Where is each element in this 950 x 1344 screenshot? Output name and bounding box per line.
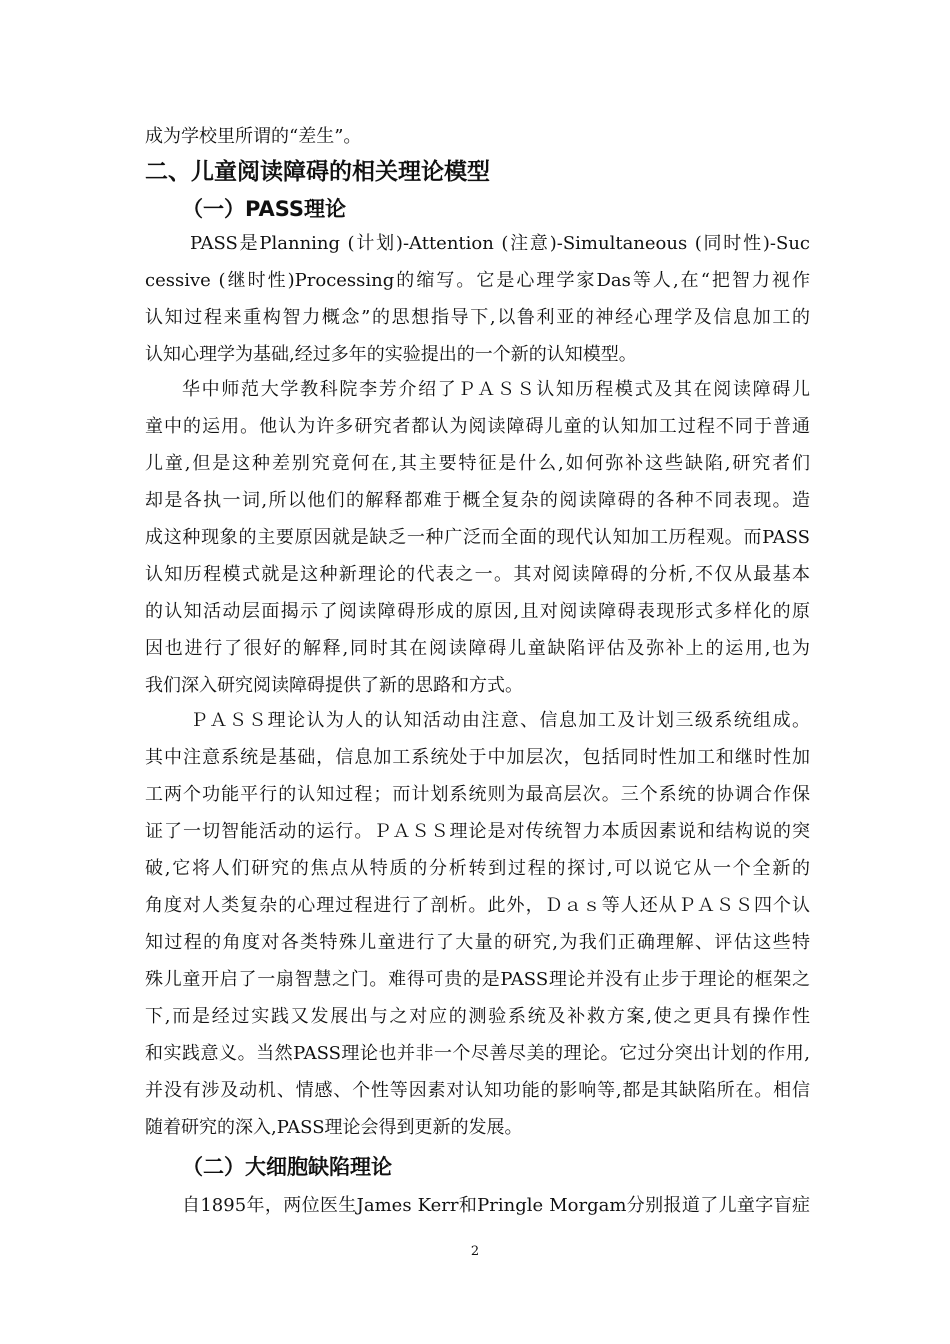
top-fragment: 成为学校里所谓的“差生”。 — [145, 126, 362, 147]
subsection-heading-magnocellular: （二）大细胞缺陷理论 — [182, 1155, 392, 1179]
paragraph-line: 工两个功能平行的认知过程；而计划系统则为最高层次。三个系统的协调合作保 — [145, 784, 810, 805]
paragraph-line: 却是各执一词,所以他们的解释都难于概全复杂的阅读障碍的各种不同表现。造 — [145, 490, 810, 511]
paragraph-line: 自1895年，两位医生James Kerr和Pringle Morgam分别报道了儿童字盲症 — [182, 1195, 810, 1216]
paragraph-line: 和实践意义。当然PASS理论也并非一个尽善尽美的理论。它过分突出计划的作用, — [145, 1043, 810, 1064]
subsection-heading-pass: （一）PASS理论 — [182, 197, 347, 221]
paragraph-line: 华中师范大学教科院李芳介绍了ＰＡＳＳ认知历程模式及其在阅读障碍儿 — [182, 379, 810, 400]
paragraph-line: 角度对人类复杂的心理过程进行了剖析。此外，Ｄａｓ等人还从ＰＡＳＳ四个认 — [145, 895, 810, 916]
paragraph-line: 儿童,但是这种差别究竟何在,其主要特征是什么,如何弥补这些缺陷,研究者们 — [145, 453, 810, 474]
paragraph-line: PASS是Planning (计划)-Attention (注意)-Simultaneous (同时性)-Suc — [190, 233, 810, 254]
paragraph-line: 殊儿童开启了一扇智慧之门。难得可贵的是PASS理论并没有止步于理论的框架之 — [145, 969, 810, 990]
paragraph-line: 下,而是经过实践又发展出与之对应的测验系统及补救方案,使之更具有操作性 — [145, 1006, 810, 1027]
paragraph-line: 其中注意系统是基础，信息加工系统处于中加层次，包括同时性加工和继时性加 — [145, 747, 810, 768]
paragraph-line: ＰＡＳＳ理论认为人的认知活动由注意、信息加工及计划三级系统组成。 — [190, 710, 810, 731]
paragraph-line: 随着研究的深入,PASS理论会得到更新的发展。 — [145, 1117, 523, 1138]
section-heading: 二、儿童阅读障碍的相关理论模型 — [145, 159, 490, 185]
paragraph-line: 因也进行了很好的解释,同时其在阅读障碍儿童缺陷评估及弥补上的运用,也为 — [145, 638, 810, 659]
paragraph-line: 我们深入研究阅读障碍提供了新的思路和方式。 — [145, 675, 523, 696]
paragraph-line: 成这种现象的主要原因就是缺乏一种广泛而全面的现代认知加工历程观。而PASS — [145, 527, 810, 548]
page-number: 2 — [470, 1244, 480, 1259]
paragraph-line: 童中的运用。他认为许多研究者都认为阅读障碍儿童的认知加工过程不同于普通 — [145, 416, 810, 437]
paragraph-line: 并没有涉及动机、情感、个性等因素对认知功能的影响等,都是其缺陷所在。相信 — [145, 1080, 810, 1101]
paragraph-line: 的认知活动层面揭示了阅读障碍形成的原因,且对阅读障碍表现形式多样化的原 — [145, 601, 810, 622]
paragraph-line: 破,它将人们研究的焦点从特质的分析转到过程的探讨,可以说它从一个全新的 — [145, 858, 810, 879]
paragraph-line: cessive (继时性)Processing的缩写。它是心理学家Das等人,在“把智力视作 — [145, 270, 810, 291]
paragraph-line: 认知心理学为基础,经过多年的实验提出的一个新的认知模型。 — [145, 344, 637, 365]
paragraph-line: 认知过程来重构智力概念”的思想指导下,以鲁利亚的神经心理学及信息加工的 — [145, 307, 810, 328]
paragraph-line: 认知历程模式就是这种新理论的代表之一。其对阅读障碍的分析,不仅从最基本 — [145, 564, 810, 585]
paragraph-line: 知过程的角度对各类特殊儿童进行了大量的研究,为我们正确理解、评估这些特 — [145, 932, 810, 953]
paragraph-line: 证了一切智能活动的运行。ＰＡＳＳ理论是对传统智力本质因素说和结构说的突 — [145, 821, 810, 842]
